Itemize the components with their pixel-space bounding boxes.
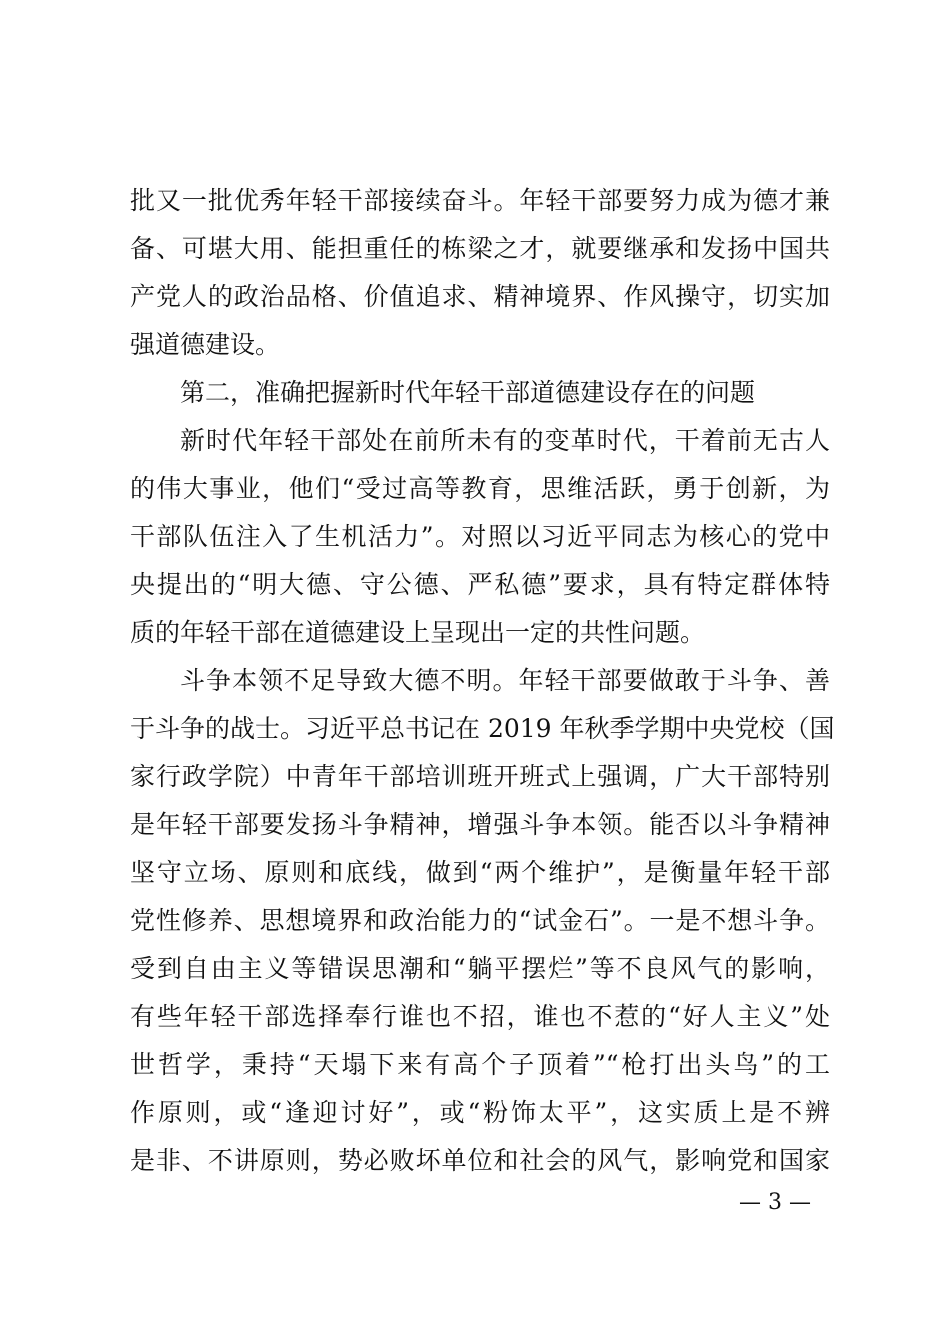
text-line-11: 斗争本领不足导致大德不明。年轻干部要做敢于斗争、善: [180, 666, 830, 695]
text-line-12: 于斗争的战士。习近平总书记在 2019 年秋季学期中央党校（国: [130, 714, 835, 743]
text-line-10: 质的年轻干部在道德建设上呈现出一定的共性问题。: [130, 618, 706, 647]
text-line-8: 干部队伍注入了生机活力”。对照以习近平同志为核心的党中: [130, 522, 830, 551]
text-line-4: 强道德建设。: [130, 330, 281, 359]
section-heading: 第二，准确把握新时代年轻干部道德建设存在的问题: [180, 378, 756, 407]
text-line-18: 有些年轻干部选择奉行谁也不招，谁也不惹的“好人主义”处: [130, 1002, 830, 1031]
text-line-7: 的伟大事业，他们“受过高等教育，思维活跃，勇于创新，为: [130, 474, 830, 503]
text-line-19: 世哲学，秉持“天塌下来有高个子顶着”“枪打出头鸟”的工: [130, 1050, 830, 1079]
text-line-9: 央提出的“明大德、守公德、严私德”要求，具有特定群体特: [130, 570, 830, 599]
text-line-3: 产党人的政治品格、价值追求、精神境界、作风操守，切实加: [130, 282, 830, 311]
text-line-16: 党性修养、思想境界和政治能力的“试金石”。一是不想斗争。: [130, 906, 830, 935]
text-line-14: 是年轻干部要发扬斗争精神，增强斗争本领。能否以斗争精神: [130, 810, 830, 839]
text-line-13: 家行政学院）中青年干部培训班开班式上强调，广大干部特别: [130, 762, 830, 791]
text-line-17: 受到自由主义等错误思潮和“躺平摆烂”等不良风气的影响，: [130, 954, 830, 983]
text-line-2: 备、可堪大用、能担重任的栋梁之才，就要继承和发扬中国共: [130, 234, 830, 263]
text-line-15: 坚守立场、原则和底线，做到“两个维护”，是衡量年轻干部: [130, 858, 830, 887]
text-line-21: 是非、不讲原则，势必败坏单位和社会的风气，影响党和国家: [130, 1146, 830, 1175]
text-line-1: 批又一批优秀年轻干部接续奋斗。年轻干部要努力成为德才兼: [130, 186, 830, 215]
text-line-6: 新时代年轻干部处在前所未有的变革时代，干着前无古人: [180, 426, 830, 455]
page-number: — 3 —: [739, 1190, 811, 1215]
text-line-20: 作原则，或“逢迎讨好”，或“粉饰太平”，这实质上是不辨: [130, 1098, 830, 1127]
